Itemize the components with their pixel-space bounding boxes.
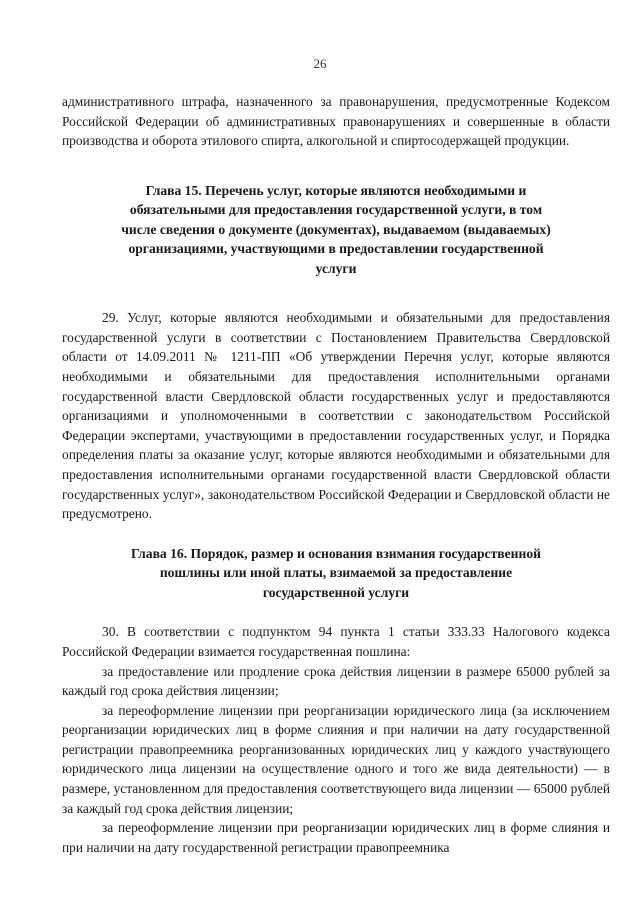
paragraph-29: 29. Услуг, которые являются необходимыми и обязательными для предоставления государственной услуги в соответствии с Постановлением Правительства Свердловской области от 14.09.2011 № 1211-ПП «Об утверждении Перечня услуг, которые являются необходимыми и обязательными для предоставления исполнительными органами государственной власти Свердловской области государственных услуг и предоставляются организациями и уполномоченными в соответствии с законодательством Российской Федерации экспертами, участвующими в предоставлении государственных услуг, и Порядка определения платы за оказание услуг, которые являются необходимыми и обязательными для предоставления исполнительными органами государственной власти Свердловской области государственных услуг», законодательством Российской Федерации и Свердловской области не предусмотрено.: [62, 310, 610, 522]
fee-item-license-grant: за предоставление или продление срока действия лицензии в размере 65000 рублей за каждый год срока действия лицензии;: [62, 663, 610, 699]
paragraph-30: 30. В соответствии с подпунктом 94 пункта 1 статьи 333.33 Налогового кодекса Российской Федерации взимается государственная пошлина:: [62, 624, 610, 659]
document-body: [62, 92, 610, 857]
chapter-15-heading: Глава 15. Перечень услуг, которые являются необходимыми и обязательными для предоставления государственной услуги, в том числе сведения о документе (документах), выдаваемом (выдаваемых) организациями, участвующими в предоставлении государственной услуги: [121, 182, 551, 276]
intro-paragraph: административного штрафа, назначенного за правонарушения, предусмотренные Кодексом Российской Федерации об административных правонарушениях и совершенные в области производства и оборота этилового спирта, алкогольной и спиртосодержащей продукции.: [62, 94, 610, 149]
fee-item-reorganization: за переоформление лицензии при реорганизации юридического лица (за исключением реорганизации юридических лиц в форме слияния и при наличии на дату государственной регистрации правопреемника реорганизованных юридических лиц у каждого участвующего юридического лица лицензии на осуществление одного и того же вида деятельности) — в размере, установленном для предоставления соответствующего вида лицензии — 65000 рублей за каждый год срока действия лицензии;: [62, 702, 610, 816]
fee-item-merger: за переоформление лицензии при реорганизации юридических лиц в форме слияния и при наличии на дату государственной регистрации правопреемника: [62, 820, 610, 855]
page-number: 26: [313, 56, 327, 71]
chapter-16-heading: Глава 16. Порядок, размер и основания взимания государственной пошлины или иной платы, взимаемой за предоставление государственной услуги: [131, 545, 541, 600]
